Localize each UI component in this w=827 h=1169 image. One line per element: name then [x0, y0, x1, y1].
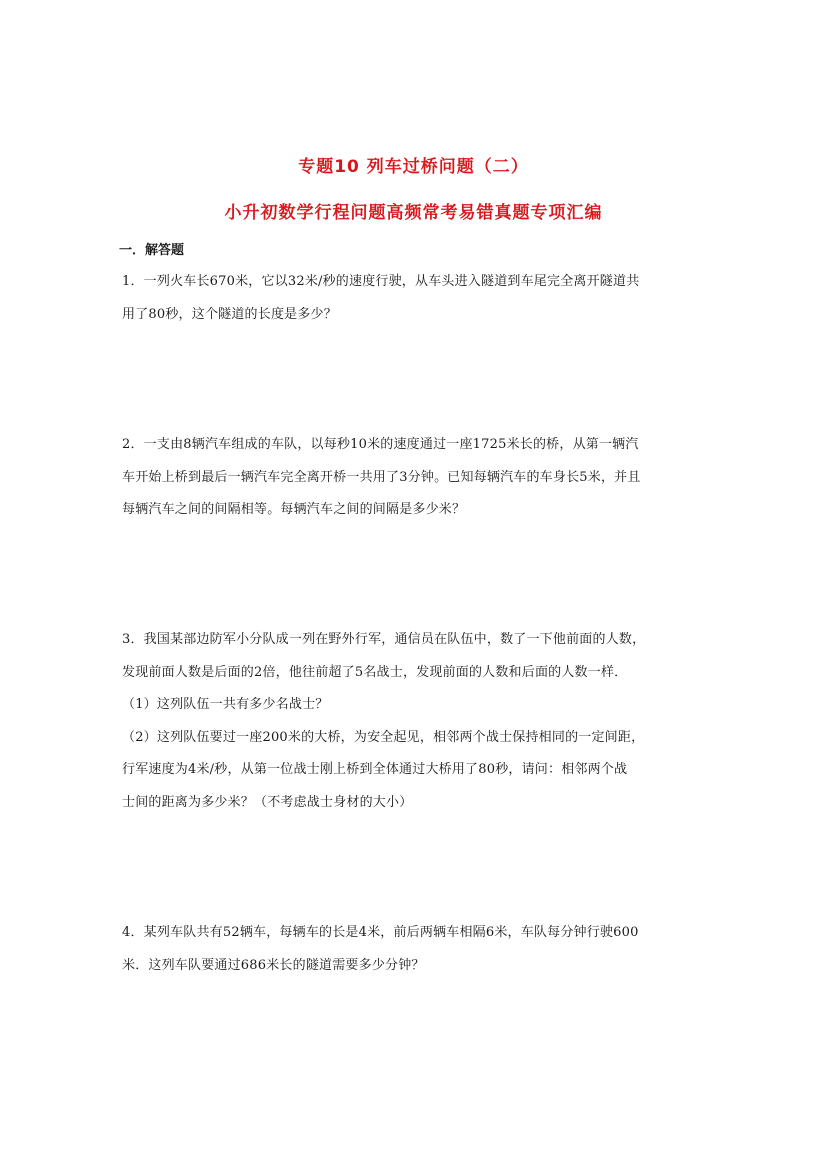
question-2-line-1: 2．一支由8辆汽车组成的车队，以每秒10米的速度通过一座1725米长的桥，从第一辆汽	[122, 437, 639, 452]
question-4-line-1: 4．某列车队共有52辆车，每辆车的长是4米，前后两辆车相隔6米，车队每分钟行驶600	[122, 925, 639, 940]
question-3-line-1: 3．我国某部边防军小分队成一列在野外行军，通信员在队伍中，数了一下他前面的人数，	[122, 632, 646, 647]
question-1-line-2: 用了80秒，这个隧道的长度是多少？	[122, 307, 337, 322]
question-3-line-4: （2）这列队伍要过一座200米的大桥，为安全起见，相邻两个战士保持相同的一定间距，	[122, 730, 645, 745]
question-3-line-2: 发现前面人数是后面的2倍，他往前超了5名战士，发现前面的人数和后面的人数一样．	[122, 665, 628, 680]
page-subtitle: 小升初数学行程问题高频常考易错真题专项汇编	[224, 203, 603, 223]
question-4-line-2: 米．这列车队要通过686米长的隧道需要多少分钟？	[122, 958, 425, 973]
section-heading: 一．解答题	[119, 243, 185, 258]
question-1-line-1: 1．一列火车长670米，它以32米/秒的速度行驶，从车头进入隧道到车尾完全离开隧道共	[122, 274, 640, 289]
question-2-line-2: 车开始上桥到最后一辆汽车完全离开桥一共用了3分钟。已知每辆汽车的车身长5米，并且	[122, 470, 641, 485]
question-3-line-6: 士间的距离为多少米？（不考虑战士身材的大小）	[122, 795, 413, 810]
question-3-line-5: 行军速度为4米/秒，从第一位战士刚上桥到全体通过大桥用了80秒，请问：相邻两个战	[122, 762, 628, 777]
question-2-line-3: 每辆汽车之间的间隔相等。每辆汽车之间的间隔是多少米？	[122, 502, 466, 517]
question-3-line-3: （1）这列队伍一共有多少名战士？	[122, 697, 329, 712]
page-title: 专题10 列车过桥问题（二）	[298, 157, 529, 177]
